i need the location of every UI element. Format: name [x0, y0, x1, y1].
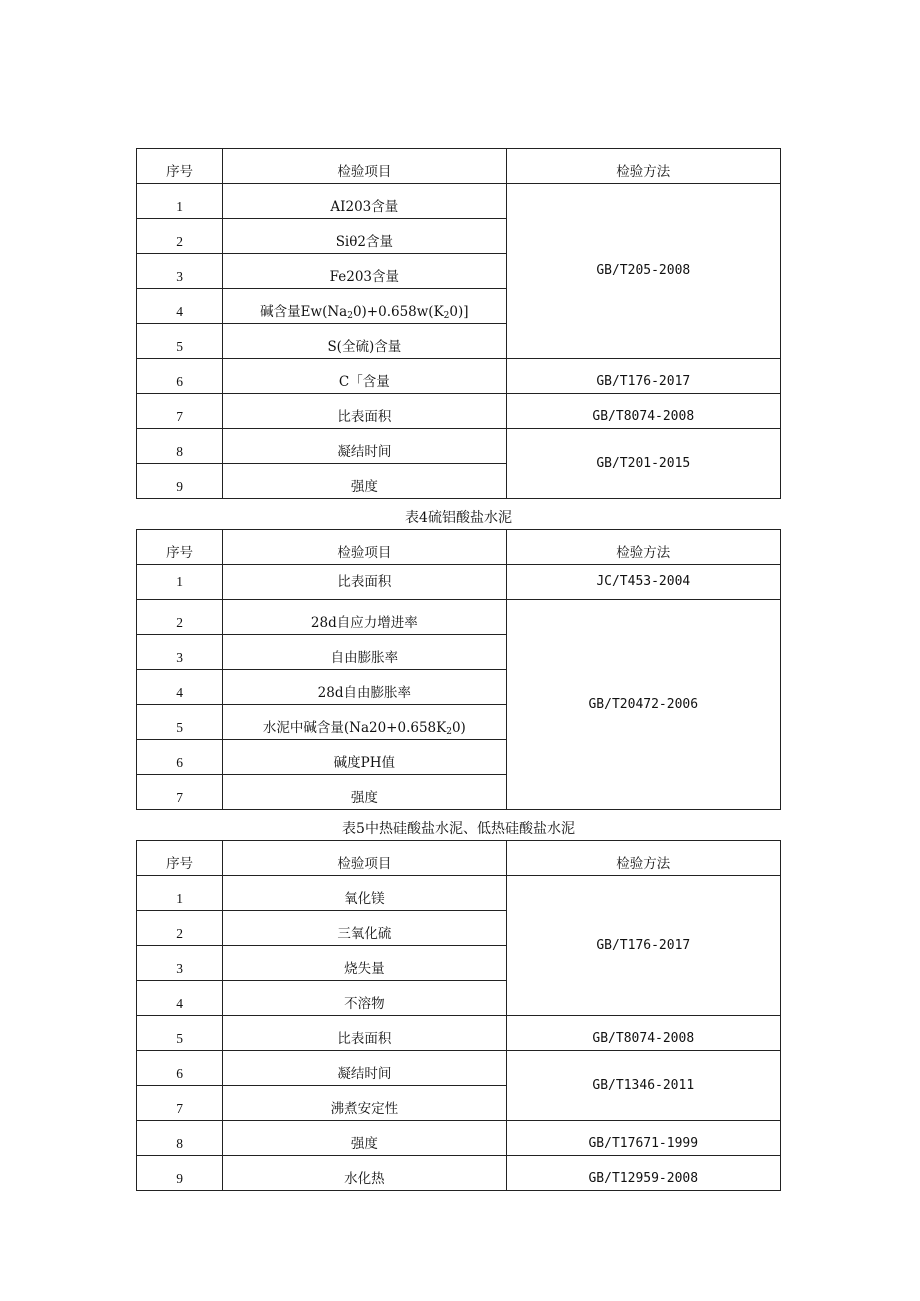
row-item: AI203含量 — [223, 184, 506, 219]
header-item: 检验项目 — [223, 149, 506, 184]
row-method: GB/T176-2017 — [506, 359, 780, 394]
row-item: 自由膨胀率 — [223, 635, 506, 670]
header-item: 检验项目 — [223, 530, 506, 565]
table-2 — [136, 529, 781, 810]
item-text: 0)] — [449, 304, 469, 320]
table-row — [137, 876, 781, 911]
row-method: GB/T1346-2011 — [506, 1051, 780, 1121]
row-item — [223, 705, 506, 740]
row-seq: 2 — [137, 911, 223, 946]
row-method: GB/T8074-2008 — [506, 394, 780, 429]
subscript: 2 — [443, 311, 450, 321]
row-seq: 9 — [137, 1156, 223, 1191]
header-seq: 序号 — [137, 149, 223, 184]
table-row — [137, 1016, 781, 1051]
table-row — [137, 1051, 781, 1086]
row-item: Siθ2含量 — [223, 219, 506, 254]
header-method: 检验方法 — [506, 841, 780, 876]
row-seq: 5 — [137, 705, 223, 740]
table-row — [137, 184, 781, 219]
row-item: 凝结时间 — [223, 429, 506, 464]
row-seq: 2 — [137, 600, 223, 635]
row-item: 氧化镁 — [223, 876, 506, 911]
row-seq: 4 — [137, 289, 223, 324]
row-seq: 1 — [137, 184, 223, 219]
table-3 — [136, 840, 781, 1191]
row-seq: 7 — [137, 394, 223, 429]
header-method: 检验方法 — [506, 530, 780, 565]
row-item: 烧失量 — [223, 946, 506, 981]
row-method: GB/T176-2017 — [506, 876, 780, 1016]
row-seq: 9 — [137, 464, 223, 499]
row-seq: 1 — [137, 876, 223, 911]
row-item: C「含量 — [223, 359, 506, 394]
header-seq: 序号 — [137, 841, 223, 876]
row-seq: 5 — [137, 1016, 223, 1051]
row-item: 水化热 — [223, 1156, 506, 1191]
row-method: GB/T12959-2008 — [506, 1156, 780, 1191]
row-item: 比表面积 — [223, 565, 506, 600]
table-header-row — [137, 530, 781, 565]
row-item: 不溶物 — [223, 981, 506, 1016]
row-item: 强度 — [223, 1121, 506, 1156]
table-caption: 表4硫铝酸盐水泥 — [405, 510, 512, 526]
row-item: 三氧化硫 — [223, 911, 506, 946]
row-item: 28d自应力增进率 — [223, 600, 506, 635]
row-seq: 8 — [137, 1121, 223, 1156]
row-seq: 3 — [137, 635, 223, 670]
header-method: 检验方法 — [506, 149, 780, 184]
row-seq: 7 — [137, 1086, 223, 1121]
table-row — [137, 394, 781, 429]
row-item: S(全硫)含量 — [223, 324, 506, 359]
table-row — [137, 359, 781, 394]
table-row — [137, 429, 781, 464]
subscript: 2 — [347, 311, 353, 321]
row-item: 强度 — [223, 464, 506, 499]
row-item: 28d自由膨胀率 — [223, 670, 506, 705]
table-caption: 表5中热硅酸盐水泥、低热硅酸盐水泥 — [342, 821, 575, 837]
table-1 — [136, 148, 781, 499]
table-header-row — [137, 149, 781, 184]
row-seq: 5 — [137, 324, 223, 359]
item-text: 0) — [451, 720, 466, 736]
item-text: 碱含量Ew(Na — [260, 304, 348, 320]
table-row — [137, 600, 781, 635]
row-seq: 3 — [137, 254, 223, 289]
row-seq: 1 — [137, 565, 223, 600]
item-text: 0)+0.658w(K — [352, 304, 444, 320]
row-method: GB/T205-2008 — [506, 184, 780, 359]
row-seq: 6 — [137, 359, 223, 394]
row-item: Fe203含量 — [223, 254, 506, 289]
row-method: GB/T8074-2008 — [506, 1016, 780, 1051]
table-row — [137, 1121, 781, 1156]
row-method: GB/T20472-2006 — [506, 600, 780, 810]
row-seq: 8 — [137, 429, 223, 464]
header-seq: 序号 — [137, 530, 223, 565]
row-seq: 6 — [137, 740, 223, 775]
row-item — [223, 289, 506, 324]
row-method: JC/T453-2004 — [506, 565, 780, 600]
row-seq: 2 — [137, 219, 223, 254]
header-item: 检验项目 — [223, 841, 506, 876]
row-item: 凝结时间 — [223, 1051, 506, 1086]
table-header-row — [137, 841, 781, 876]
row-item: 比表面积 — [223, 1016, 506, 1051]
table-row — [137, 565, 781, 600]
row-seq: 7 — [137, 775, 223, 810]
row-item: 比表面积 — [223, 394, 506, 429]
table-row — [137, 1156, 781, 1191]
row-seq: 3 — [137, 946, 223, 981]
row-method: GB/T201-2015 — [506, 429, 780, 499]
row-item: 沸煮安定性 — [223, 1086, 506, 1121]
row-method: GB/T17671-1999 — [506, 1121, 780, 1156]
row-item: 碱度PH值 — [223, 740, 506, 775]
row-seq: 4 — [137, 670, 223, 705]
row-item: 强度 — [223, 775, 506, 810]
row-seq: 6 — [137, 1051, 223, 1086]
item-text: 水泥中碱含量(Na20+0.658K — [262, 720, 447, 736]
subscript: 2 — [446, 727, 452, 737]
row-seq: 4 — [137, 981, 223, 1016]
